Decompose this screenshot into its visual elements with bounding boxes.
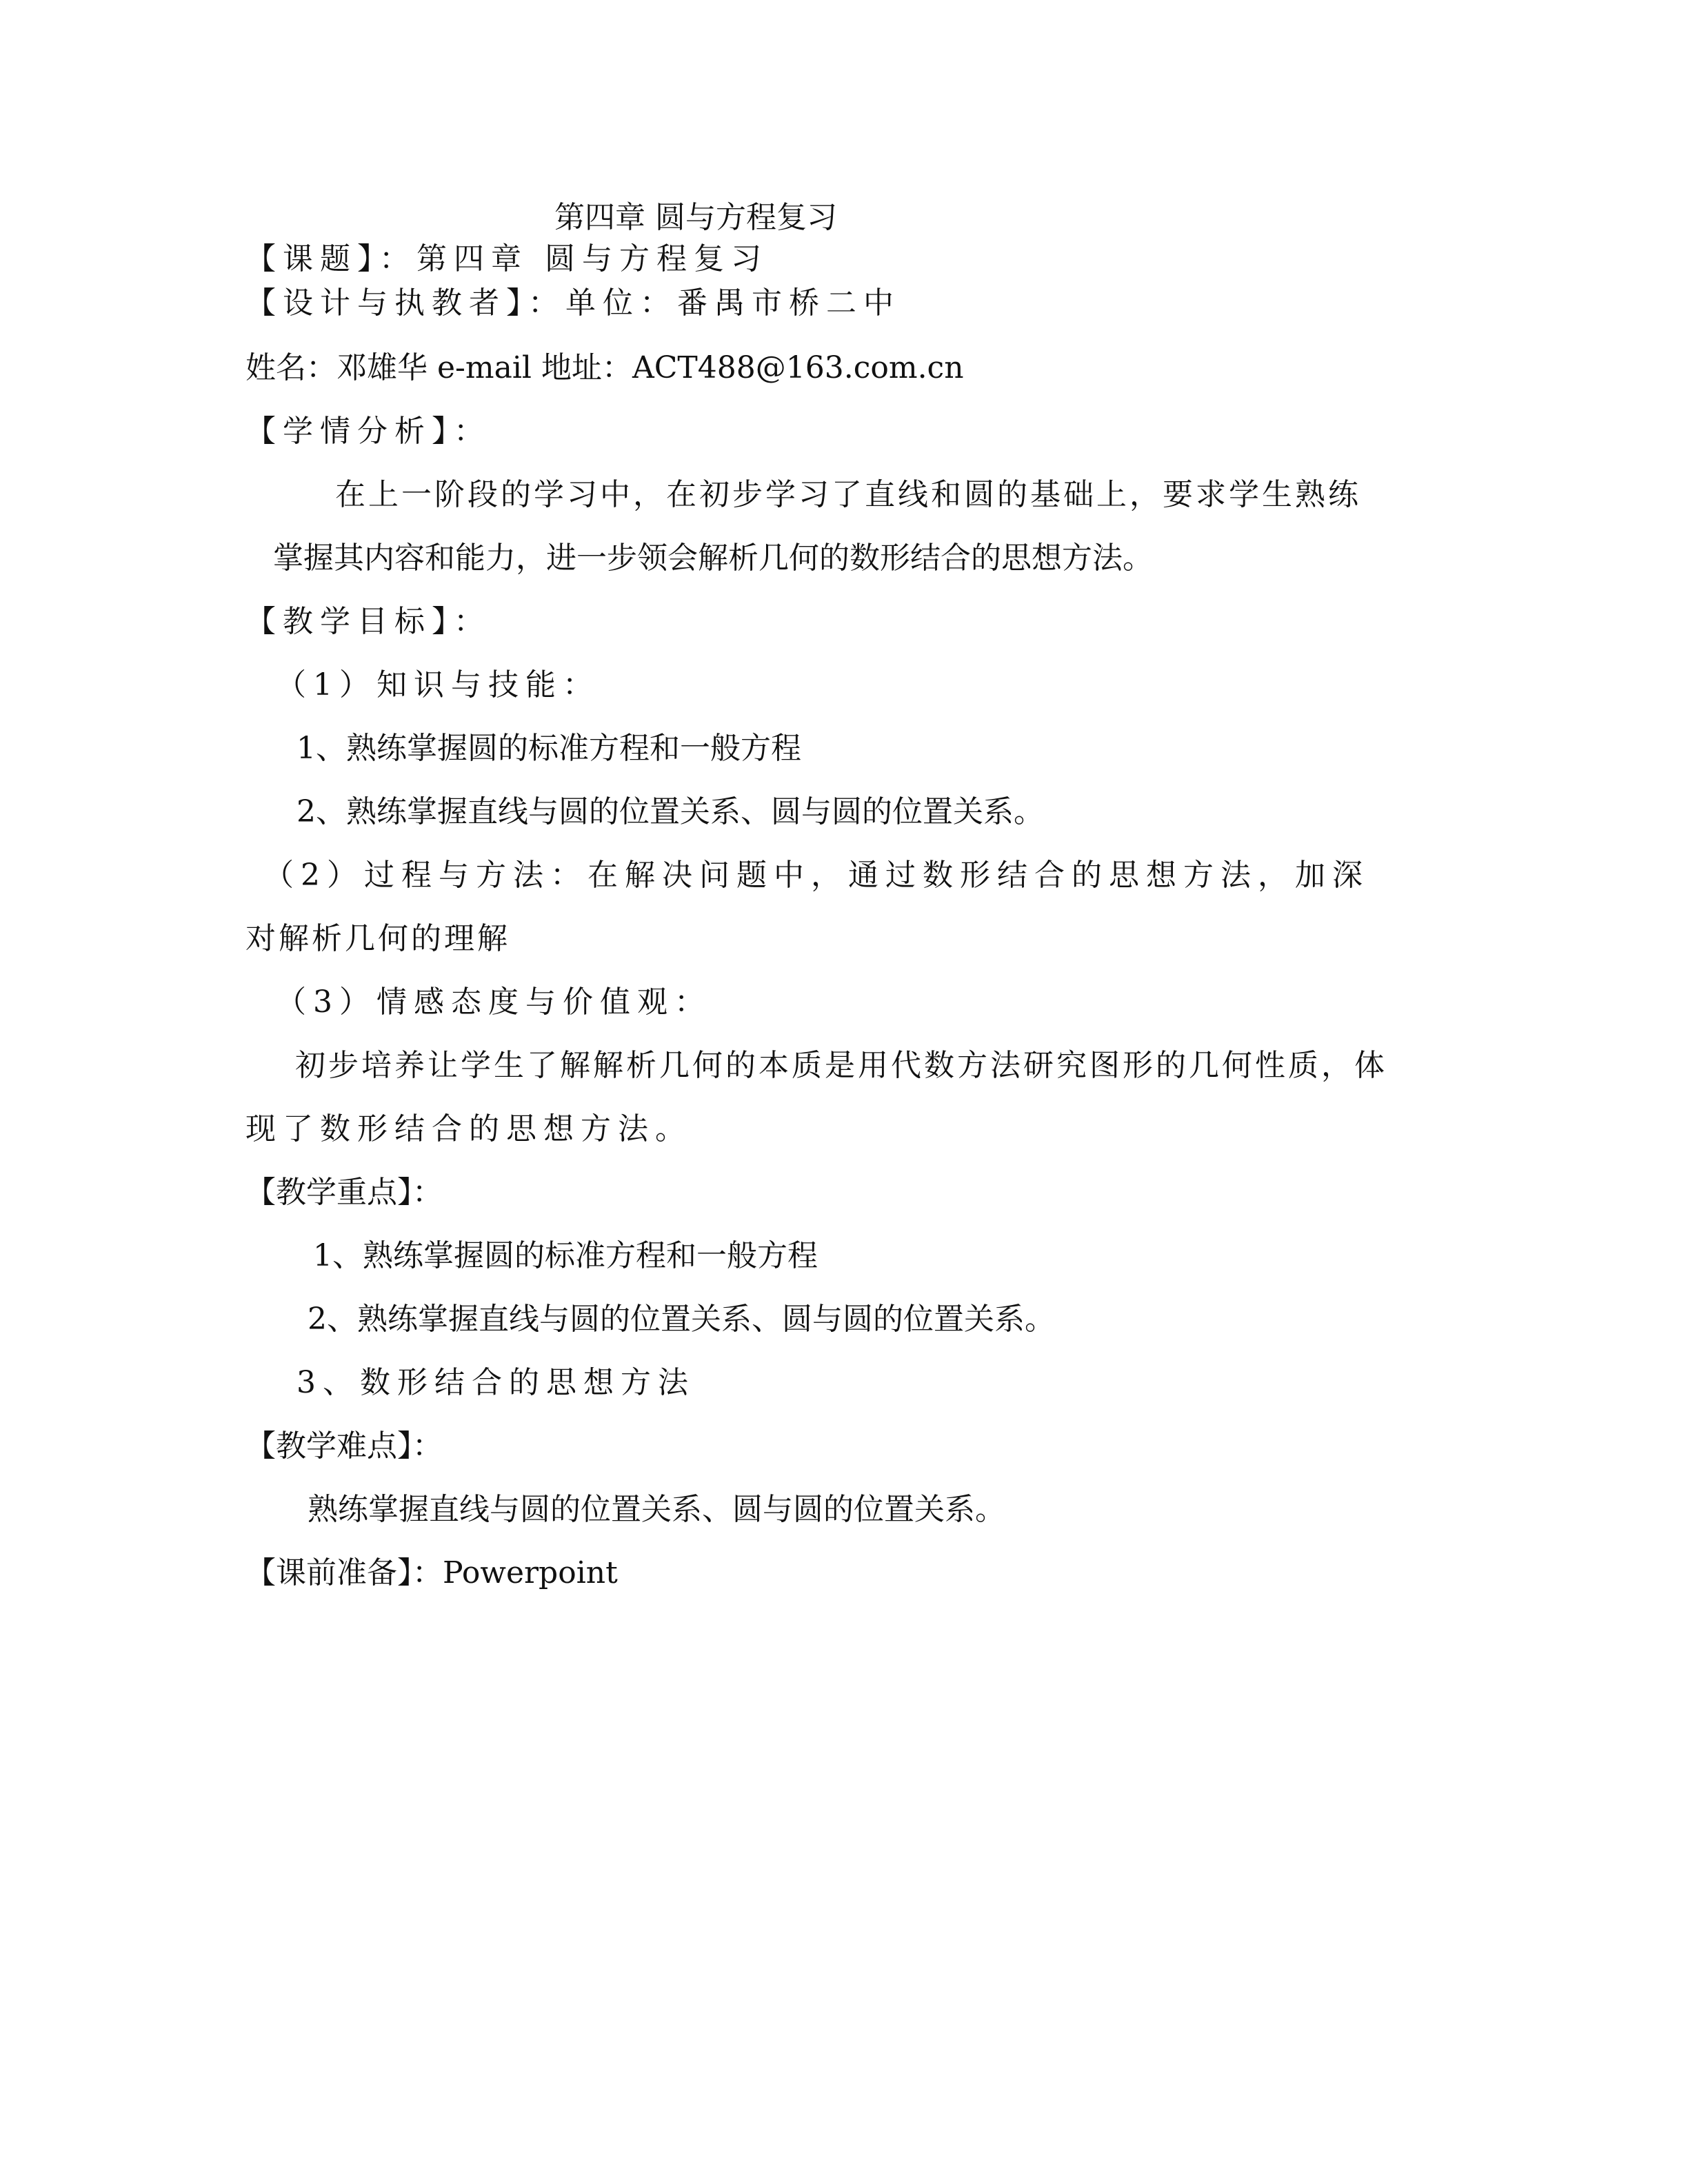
emotion-line-1: 初步培养让学生了解解析几何的本质是用代数方法研究图形的几何性质，体 — [295, 1048, 1387, 1083]
designer-line: 【设计与执教者】：单位：番禺市桥二中 — [245, 285, 901, 321]
difficulties-heading: 【教学难点】： — [245, 1428, 443, 1464]
key-points-heading: 【教学重点】： — [245, 1175, 443, 1210]
emotion-heading: （3）情感态度与价值观： — [276, 984, 712, 1020]
topic-line: 【课题】：第四章 圆与方程复习 — [245, 241, 768, 276]
process-line-2: 对解析几何的理解 — [245, 921, 510, 956]
key-point-2: 2、熟练掌握直线与圆的位置关系、圆与圆的位置关系。 — [308, 1302, 1055, 1337]
emotion-line-2: 现了数形结合的思想方法。 — [245, 1111, 692, 1146]
name-email-line: 姓名：邓雄华 e-mail 地址：ACT488@163.com.cn — [245, 350, 964, 385]
process-line-1: （2）过程与方法：在解决问题中，通过数形结合的思想方法，加深 — [263, 858, 1369, 893]
knowledge-item-1: 1、熟练掌握圆的标准方程和一般方程 — [297, 731, 801, 766]
difficulty-item: 熟练掌握直线与圆的位置关系、圆与圆的位置关系。 — [308, 1492, 1005, 1527]
teaching-goals-heading: 【教学目标】： — [245, 604, 491, 639]
learning-analysis-para-line2: 掌握其内容和能力，进一步领会解析几何的数形结合的思想方法。 — [273, 540, 1153, 576]
learning-analysis-para-line1: 在上一阶段的学习中，在初步学习了直线和圆的基础上，要求学生熟练 — [335, 477, 1361, 512]
page-title: 第四章 圆与方程复习 — [554, 200, 837, 235]
preparation-line: 【课前准备】：Powerpoint — [245, 1555, 618, 1590]
learning-analysis-heading: 【学情分析】： — [245, 414, 491, 449]
knowledge-heading: （1）知识与技能： — [276, 667, 600, 702]
key-point-1: 1、熟练掌握圆的标准方程和一般方程 — [313, 1238, 818, 1273]
knowledge-item-2: 2、熟练掌握直线与圆的位置关系、圆与圆的位置关系。 — [297, 794, 1044, 829]
key-point-3: 3、数形结合的思想方法 — [297, 1365, 695, 1400]
